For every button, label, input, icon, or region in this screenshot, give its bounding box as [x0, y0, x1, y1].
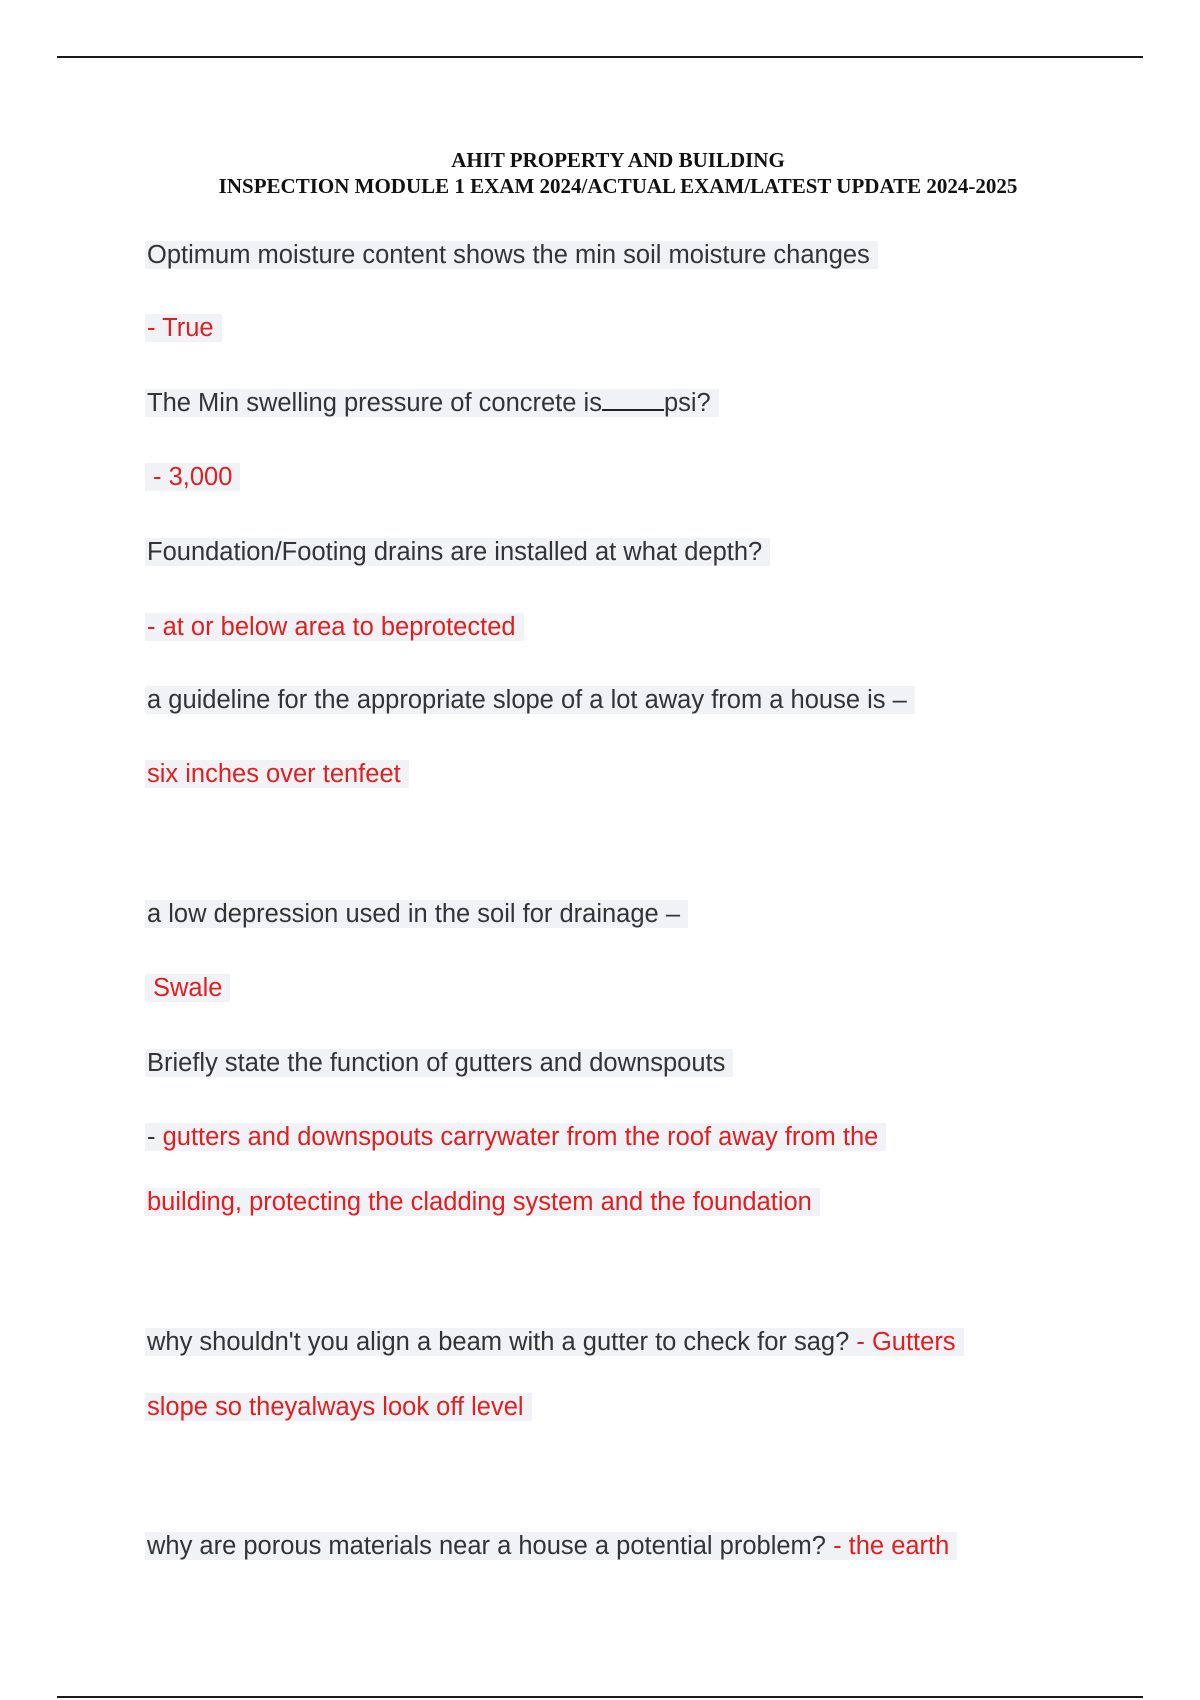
answer-3-text: - at or below area to beprotected [145, 613, 524, 641]
document-title-line-1: AHIT PROPERTY AND BUILDING [451, 148, 785, 172]
question-8-text: why are porous materials near a house a potential problem? [147, 1532, 826, 1560]
answer-6-dash: - [147, 1123, 163, 1151]
question-2-text-after: psi? [663, 389, 711, 417]
answer-7-text-line-1: - Gutters [856, 1328, 956, 1356]
question-4 [145, 683, 915, 717]
answer-7-text-line-2: slope so theyalways look off level [145, 1393, 532, 1421]
answer-2-text: - 3,000 [145, 463, 240, 491]
document-title-line-2: INSPECTION MODULE 1 EXAM 2024/ACTUAL EXAM/LATEST UPDATE 2024-2025 [218, 174, 1018, 198]
question-4-text: a guideline for the appropriate slope of a lot away from a house is – [145, 686, 915, 714]
question-3 [145, 535, 770, 569]
answer-1 [145, 311, 222, 345]
answer-1-text: - True [145, 314, 222, 342]
answer-8-text: - the earth [833, 1532, 950, 1560]
question-7-text: why shouldn't you align a beam with a gutter to check for sag? [147, 1328, 850, 1356]
fill-in-blank [602, 387, 664, 411]
answer-6-text-line-2: building, protecting the cladding system and the foundation [145, 1188, 820, 1216]
question-2-text-before: The Min swelling pressure of concrete is [147, 389, 602, 417]
answer-6-line-1 [145, 1120, 886, 1154]
answer-2 [145, 460, 240, 494]
question-2 [145, 386, 719, 420]
answer-5 [145, 971, 230, 1005]
top-rule [57, 56, 1143, 58]
question-6-text: Briefly state the function of gutters and downspouts [145, 1049, 733, 1077]
question-7 [145, 1325, 964, 1359]
question-3-text: Foundation/Footing drains are installed at what depth? [145, 538, 770, 566]
answer-6-text-line-1: gutters and downspouts carrywater from the roof away from the [162, 1123, 879, 1151]
answer-3 [145, 610, 524, 644]
bottom-rule [57, 1696, 1143, 1698]
answer-6-line-2 [145, 1185, 820, 1219]
answer-7-line-2 [145, 1390, 532, 1424]
question-1 [145, 238, 878, 272]
answer-4-text: six inches over tenfeet [145, 760, 409, 788]
question-6 [145, 1046, 733, 1080]
answer-5-text: Swale [145, 974, 230, 1002]
question-8 [145, 1529, 957, 1563]
question-1-text: Optimum moisture content shows the min soil moisture changes [145, 241, 878, 269]
question-5 [145, 897, 688, 931]
answer-4 [145, 757, 409, 791]
question-5-text: a low depression used in the soil for drainage – [145, 900, 688, 928]
